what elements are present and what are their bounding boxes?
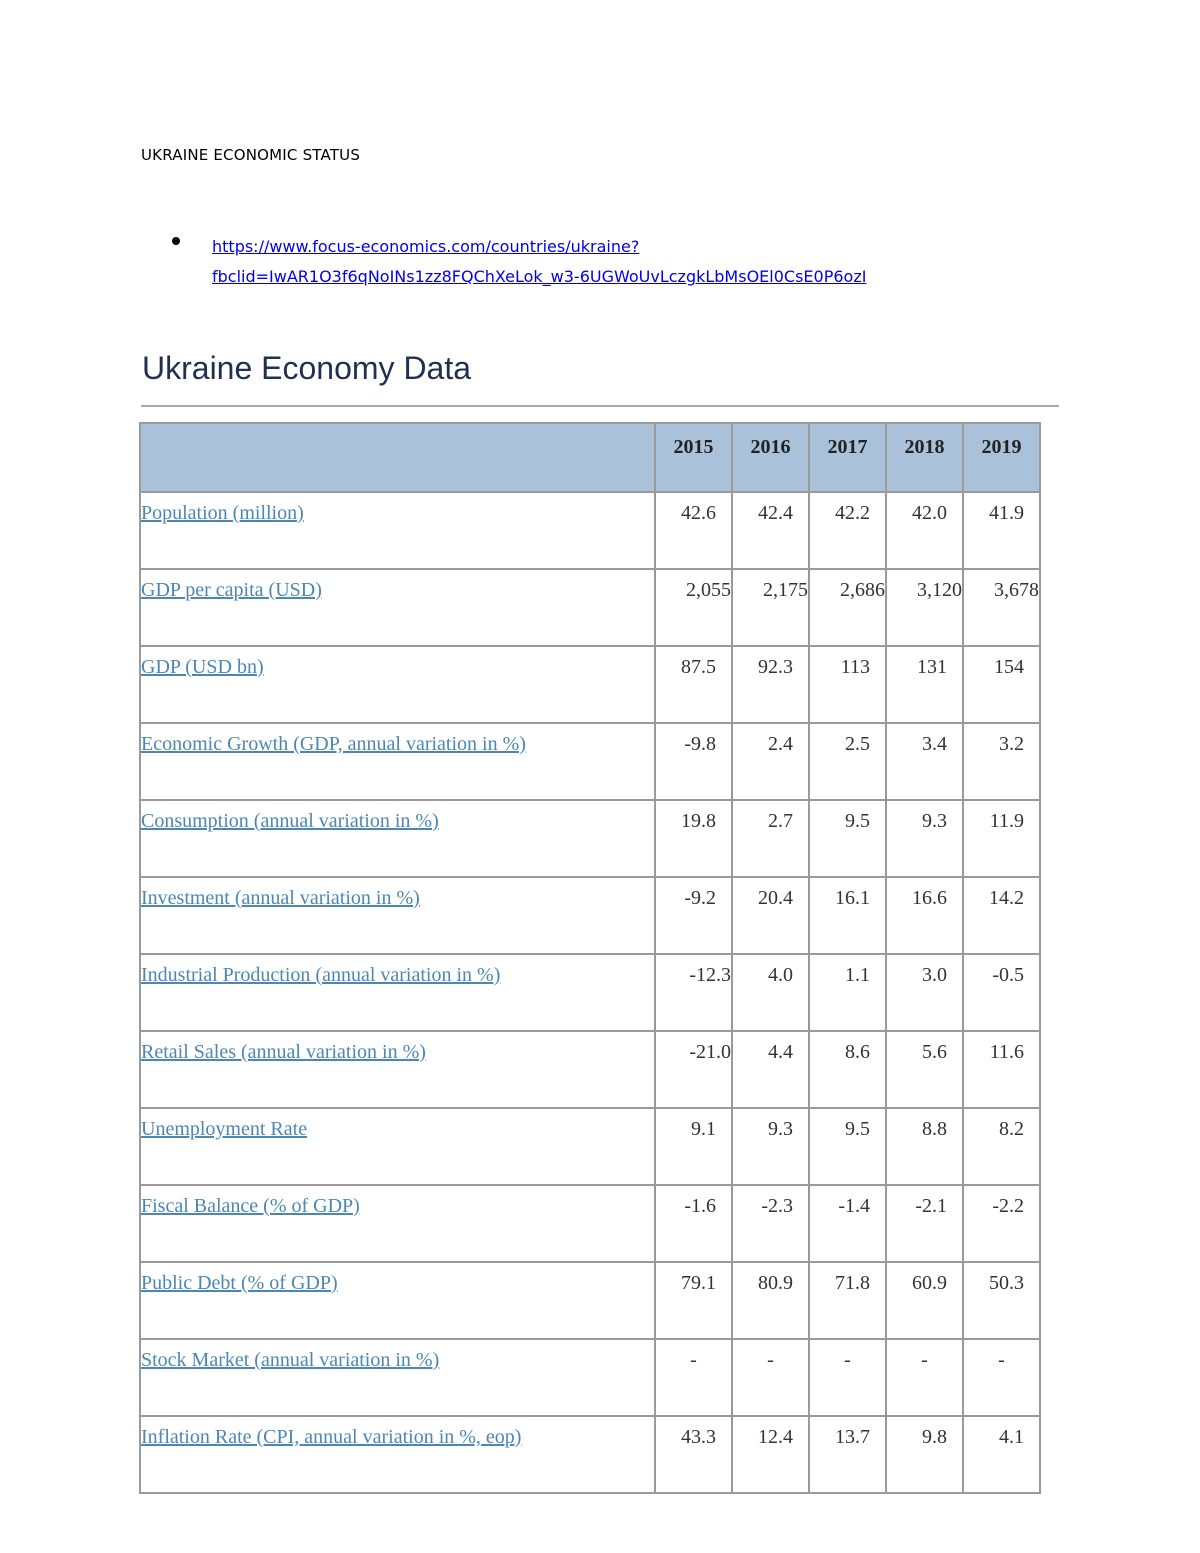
table-row — [140, 646, 1040, 723]
header-year-2018: 2018 — [886, 423, 963, 492]
header-year-2016: 2016 — [732, 423, 809, 492]
cell-value: 20.4 — [758, 887, 793, 909]
row-label-cell — [140, 1031, 655, 1108]
value-cell — [655, 954, 732, 1031]
cell-value: 11.9 — [989, 810, 1024, 832]
value-cell — [963, 877, 1040, 954]
cell-value: 92.3 — [758, 656, 793, 678]
table-row — [140, 1108, 1040, 1185]
value-cell — [809, 877, 886, 954]
cell-value: 4.0 — [768, 964, 793, 986]
row-label-cell — [140, 723, 655, 800]
table-row — [140, 723, 1040, 800]
value-cell — [886, 492, 963, 569]
indicator-link[interactable]: Industrial Production (annual variation in %) — [141, 964, 501, 986]
cell-value: 2,686 — [840, 579, 885, 601]
row-label-cell — [140, 492, 655, 569]
cell-value: 14.2 — [989, 887, 1024, 909]
indicator-link[interactable]: Inflation Rate (CPI, annual variation in %, eop) — [141, 1426, 522, 1448]
value-cell — [732, 1031, 809, 1108]
indicator-link[interactable]: Population (million) — [141, 502, 304, 524]
value-cell — [732, 1262, 809, 1339]
value-cell — [963, 569, 1040, 646]
value-cell — [655, 1108, 732, 1185]
value-cell — [655, 1185, 732, 1262]
link-line-1: https://www.focus-economics.com/countries/ukraine? — [212, 237, 640, 256]
cell-value: 9.3 — [922, 810, 947, 832]
value-cell — [732, 954, 809, 1031]
cell-value: -21.0 — [689, 1041, 731, 1063]
indicator-link[interactable]: Unemployment Rate — [141, 1118, 308, 1140]
value-cell — [809, 1185, 886, 1262]
value-cell — [963, 1262, 1040, 1339]
value-cell — [655, 492, 732, 569]
value-cell — [809, 646, 886, 723]
row-label-cell — [140, 569, 655, 646]
cell-value: 60.9 — [912, 1272, 947, 1294]
value-cell — [886, 1185, 963, 1262]
cell-value: 42.2 — [835, 502, 870, 524]
row-label-cell — [140, 1339, 655, 1416]
row-label-cell — [140, 1262, 655, 1339]
table-row — [140, 954, 1040, 1031]
table-row — [140, 492, 1040, 569]
value-cell — [886, 1416, 963, 1493]
value-cell — [886, 1031, 963, 1108]
value-cell — [809, 492, 886, 569]
value-cell — [732, 1185, 809, 1262]
cell-value: 2.7 — [768, 810, 793, 832]
value-cell — [809, 569, 886, 646]
row-label-cell — [140, 1416, 655, 1493]
value-cell — [809, 1416, 886, 1493]
cell-value: 3.2 — [999, 733, 1024, 755]
value-cell — [655, 569, 732, 646]
cell-value: 4.1 — [999, 1426, 1024, 1448]
value-cell — [732, 646, 809, 723]
value-cell — [732, 1339, 809, 1416]
value-cell — [963, 1031, 1040, 1108]
cell-value: 16.1 — [835, 887, 870, 909]
cell-value: 12.4 — [758, 1426, 793, 1448]
cell-value: -9.8 — [684, 733, 716, 755]
indicator-link[interactable]: Investment (annual variation in %) — [141, 887, 420, 909]
cell-value: 131 — [917, 656, 947, 678]
cell-value: 9.1 — [691, 1118, 716, 1140]
indicator-link[interactable]: GDP per capita (USD) — [141, 579, 322, 601]
bullet-icon — [172, 237, 180, 245]
cell-value: 2,175 — [763, 579, 808, 601]
table-row — [140, 1339, 1040, 1416]
value-cell — [655, 1262, 732, 1339]
cell-value: 2.4 — [768, 733, 793, 755]
value-cell — [655, 1416, 732, 1493]
section-title: Ukraine Economy Data — [142, 350, 472, 386]
value-cell — [886, 1339, 963, 1416]
cell-value: - — [767, 1349, 774, 1371]
cell-value: 9.5 — [845, 810, 870, 832]
cell-value: -1.4 — [838, 1195, 870, 1217]
indicator-link[interactable]: Stock Market (annual variation in %) — [141, 1349, 440, 1371]
header-year-2015: 2015 — [655, 423, 732, 492]
value-cell — [655, 646, 732, 723]
value-cell — [886, 1108, 963, 1185]
table-row — [140, 1262, 1040, 1339]
cell-value: 5.6 — [922, 1041, 947, 1063]
value-cell — [732, 723, 809, 800]
header-year-2017: 2017 — [809, 423, 886, 492]
value-cell — [732, 800, 809, 877]
value-cell — [963, 492, 1040, 569]
cell-value: 43.3 — [681, 1426, 716, 1448]
value-cell — [963, 954, 1040, 1031]
cell-value: 3,120 — [917, 579, 962, 601]
value-cell — [655, 800, 732, 877]
value-cell — [732, 877, 809, 954]
cell-value: 11.6 — [989, 1041, 1024, 1063]
value-cell — [963, 1185, 1040, 1262]
title-divider — [141, 405, 1059, 407]
cell-value: 50.3 — [989, 1272, 1024, 1294]
value-cell — [732, 492, 809, 569]
cell-value: 13.7 — [835, 1426, 870, 1448]
cell-value: 8.2 — [999, 1118, 1024, 1140]
cell-value: 8.6 — [845, 1041, 870, 1063]
row-label-cell — [140, 954, 655, 1031]
value-cell — [809, 1262, 886, 1339]
value-cell — [655, 723, 732, 800]
value-cell — [886, 954, 963, 1031]
value-cell — [963, 1416, 1040, 1493]
cell-value: -2.3 — [761, 1195, 793, 1217]
cell-value: 154 — [994, 656, 1024, 678]
header-label-cell — [140, 423, 655, 492]
table-header-row — [140, 423, 1040, 492]
row-label-cell — [140, 1185, 655, 1262]
indicator-link[interactable]: Economic Growth (GDP, annual variation in %) — [141, 733, 526, 755]
value-cell — [655, 1339, 732, 1416]
cell-value: -12.3 — [689, 964, 731, 986]
table-row — [140, 1416, 1040, 1493]
indicator-link[interactable]: Consumption (annual variation in %) — [141, 810, 439, 832]
cell-value: - — [844, 1349, 851, 1371]
cell-value: 16.6 — [912, 887, 947, 909]
cell-value: 87.5 — [681, 656, 716, 678]
value-cell — [963, 800, 1040, 877]
value-cell — [732, 569, 809, 646]
document-title: UKRAINE ECONOMIC STATUS — [141, 146, 361, 164]
table-body — [140, 492, 1040, 1493]
cell-value: 2.5 — [845, 733, 870, 755]
table-row — [140, 1185, 1040, 1262]
cell-value: - — [921, 1349, 928, 1371]
cell-value: 42.0 — [912, 502, 947, 524]
value-cell — [963, 646, 1040, 723]
cell-value: 19.8 — [681, 810, 716, 832]
value-cell — [886, 646, 963, 723]
table-row — [140, 800, 1040, 877]
value-cell — [655, 1031, 732, 1108]
value-cell — [809, 723, 886, 800]
value-cell — [655, 877, 732, 954]
value-cell — [732, 1416, 809, 1493]
row-label-cell — [140, 800, 655, 877]
cell-value: 3,678 — [994, 579, 1039, 601]
cell-value: 79.1 — [681, 1272, 716, 1294]
table-row — [140, 877, 1040, 954]
value-cell — [809, 1031, 886, 1108]
cell-value: -1.6 — [684, 1195, 716, 1217]
cell-value: -2.2 — [992, 1195, 1024, 1217]
cell-value: 4.4 — [768, 1041, 793, 1063]
cell-value: -0.5 — [992, 964, 1024, 986]
value-cell — [963, 1339, 1040, 1416]
value-cell — [886, 800, 963, 877]
value-cell — [886, 1262, 963, 1339]
value-cell — [886, 877, 963, 954]
cell-value: 113 — [840, 656, 870, 678]
cell-value: 9.5 — [845, 1118, 870, 1140]
header-year-2019: 2019 — [963, 423, 1040, 492]
table-row — [140, 1031, 1040, 1108]
value-cell — [886, 569, 963, 646]
value-cell — [963, 723, 1040, 800]
cell-value: 3.4 — [922, 733, 947, 755]
cell-value: 2,055 — [686, 579, 731, 601]
value-cell — [809, 1108, 886, 1185]
cell-value: 1.1 — [845, 964, 870, 986]
value-cell — [886, 723, 963, 800]
table-row — [140, 569, 1040, 646]
cell-value: 9.3 — [768, 1118, 793, 1140]
cell-value: 41.9 — [989, 502, 1024, 524]
row-label-cell — [140, 646, 655, 723]
value-cell — [809, 1339, 886, 1416]
cell-value: 80.9 — [758, 1272, 793, 1294]
economy-data-table — [139, 422, 1041, 1494]
focus-economics-link[interactable] — [212, 232, 866, 292]
indicator-link[interactable]: GDP (USD bn) — [141, 656, 264, 678]
link-line-2: fbclid=IwAR1O3f6qNoINs1zz8FQChXeLok_w3-6UGWoUvLczgkLbMsOEl0CsE0P6ozI — [212, 267, 867, 286]
cell-value: - — [998, 1349, 1005, 1371]
value-cell — [732, 1108, 809, 1185]
cell-value: 9.8 — [922, 1426, 947, 1448]
row-label-cell — [140, 1108, 655, 1185]
cell-value: 3.0 — [922, 964, 947, 986]
indicator-link[interactable]: Fiscal Balance (% of GDP) — [141, 1195, 360, 1217]
value-cell — [809, 800, 886, 877]
cell-value: 42.6 — [681, 502, 716, 524]
indicator-link[interactable]: Public Debt (% of GDP) — [141, 1272, 338, 1294]
indicator-link[interactable]: Retail Sales (annual variation in %) — [141, 1041, 426, 1063]
cell-value: 8.8 — [922, 1118, 947, 1140]
cell-value: -2.1 — [915, 1195, 947, 1217]
value-cell — [963, 1108, 1040, 1185]
value-cell — [809, 954, 886, 1031]
cell-value: -9.2 — [684, 887, 716, 909]
cell-value: 42.4 — [758, 502, 793, 524]
row-label-cell — [140, 877, 655, 954]
cell-value: 71.8 — [835, 1272, 870, 1294]
cell-value: - — [690, 1349, 697, 1371]
